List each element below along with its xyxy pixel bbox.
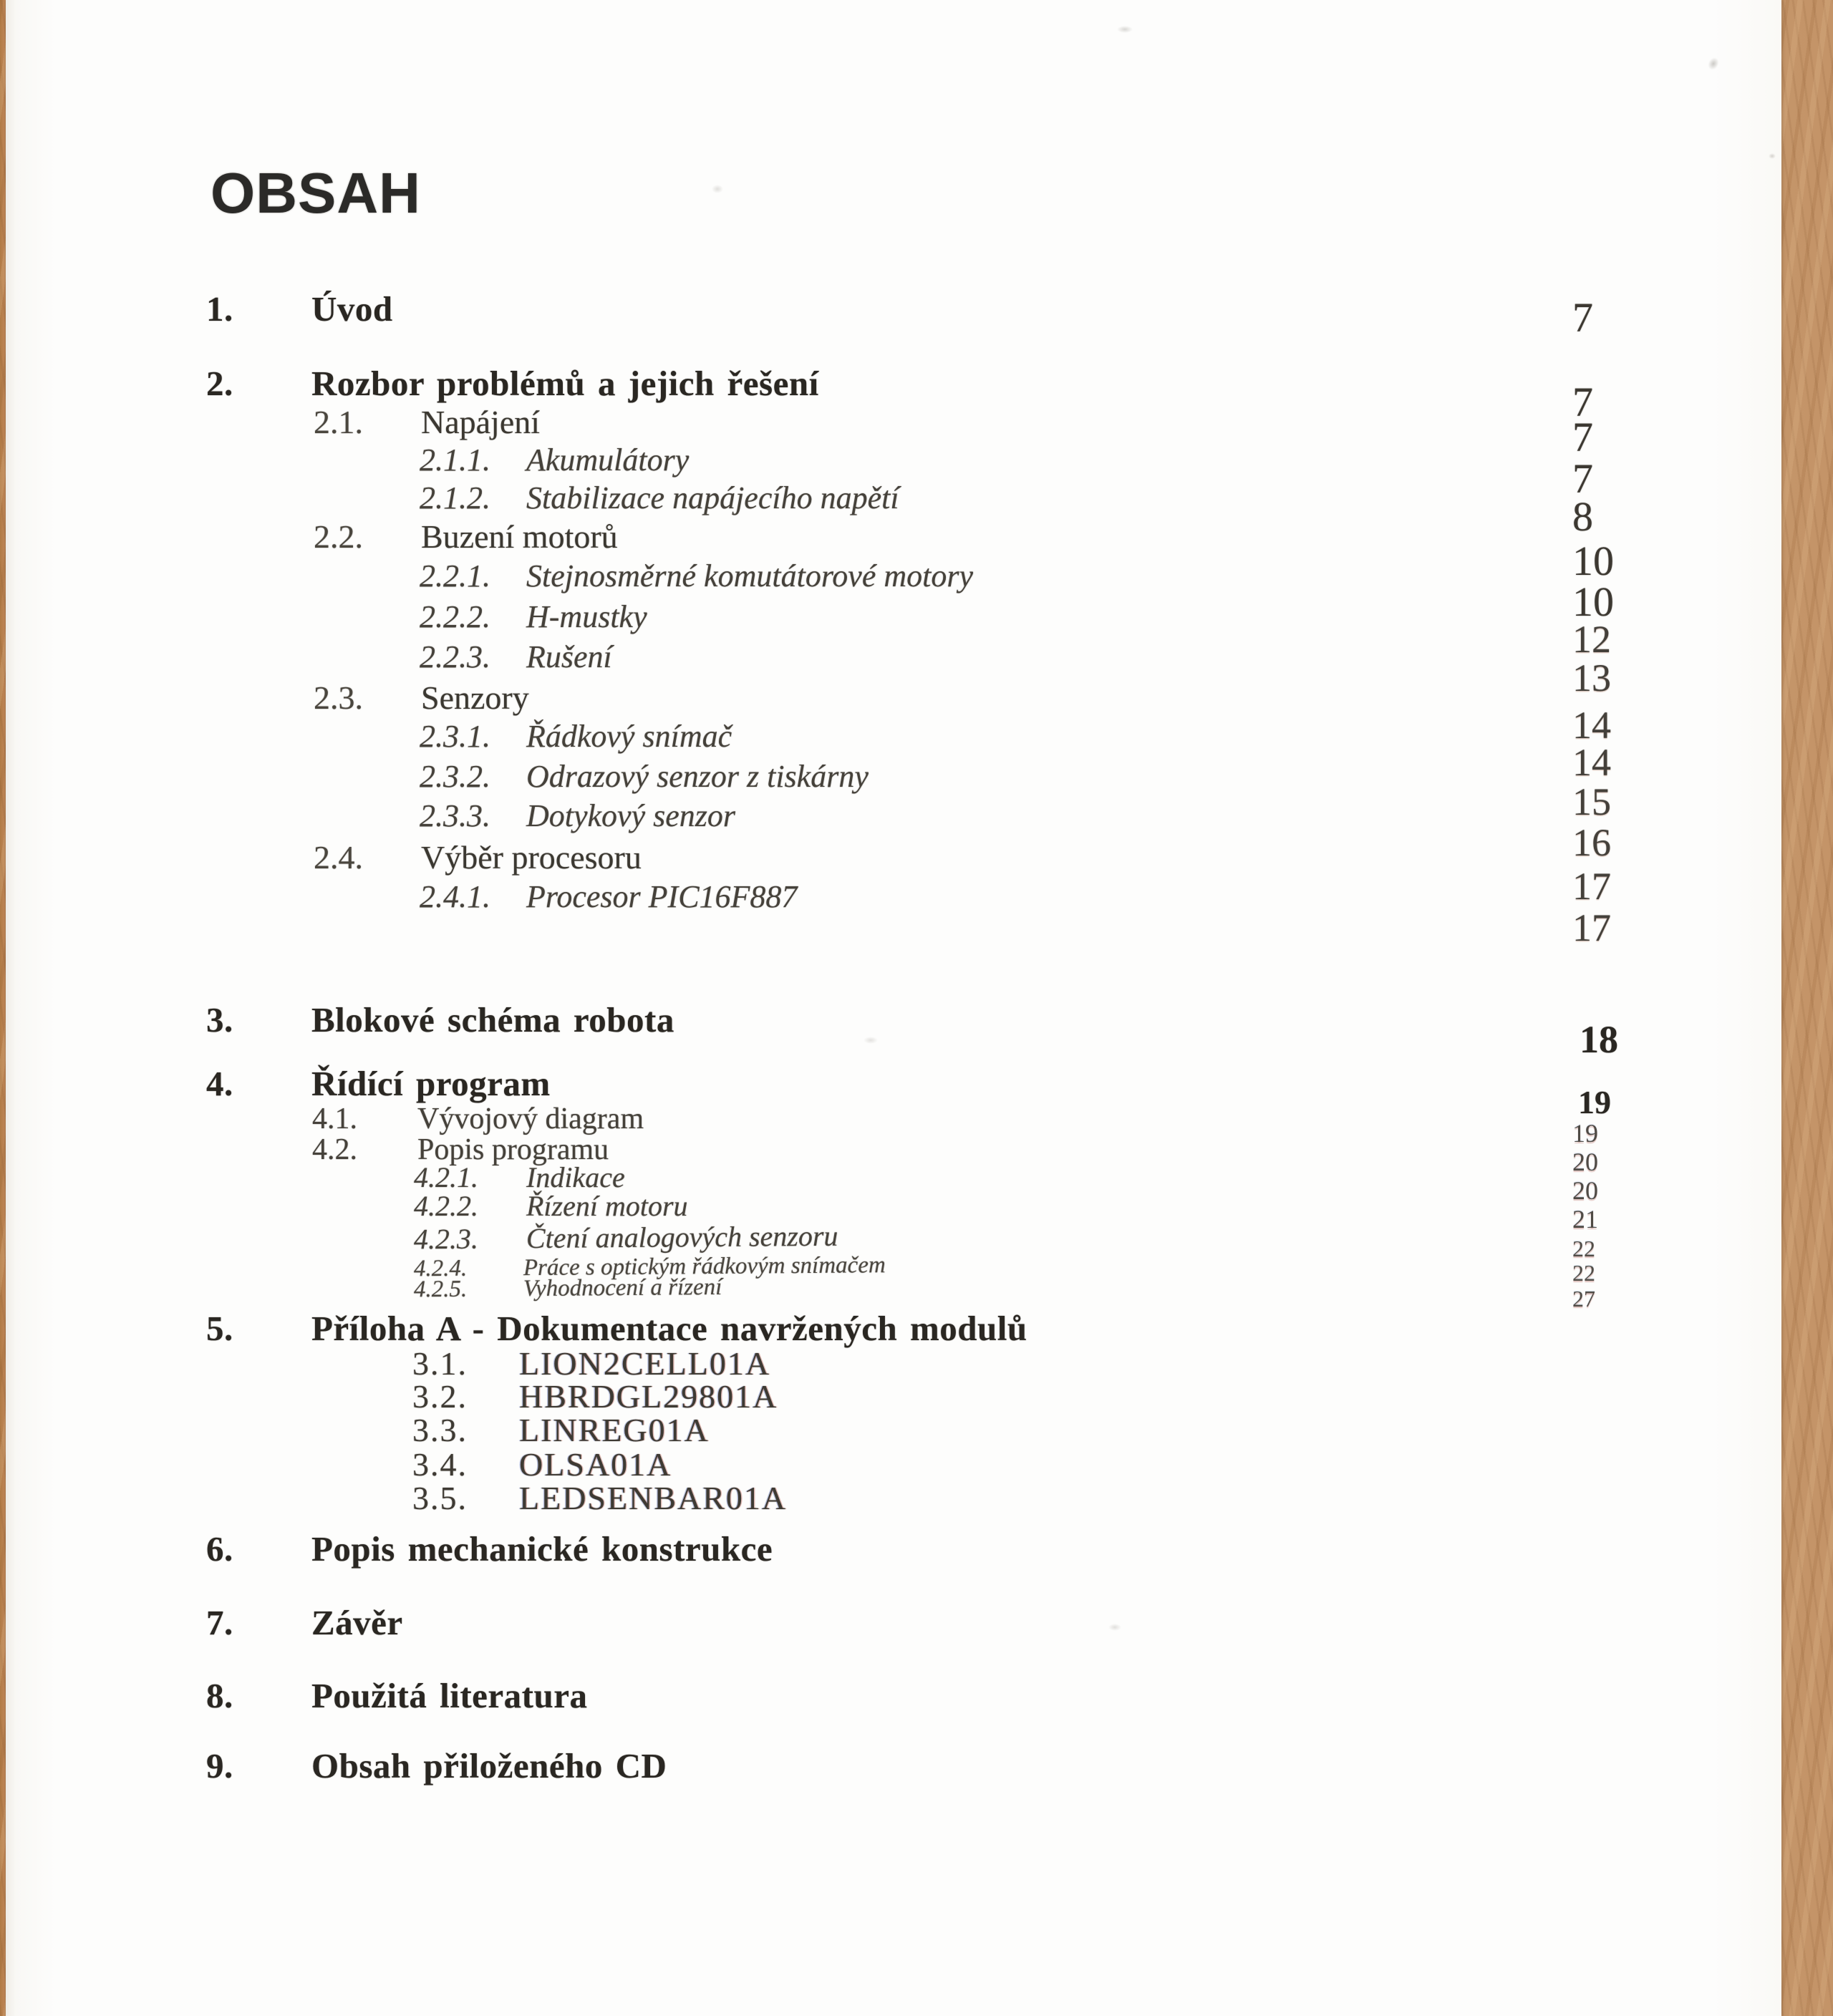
document-page [6, 0, 1781, 2016]
toc-entry [6, 759, 1781, 802]
page-number: 14 [1572, 704, 1611, 747]
entry-label: Obsah přiloženého CD [311, 1746, 667, 1785]
entry-number: 2.4. [314, 839, 363, 876]
page-number: 20 [1572, 1176, 1598, 1205]
page-number: 22 [1572, 1260, 1595, 1286]
entry-number: 4.2.4. [413, 1255, 468, 1282]
entry-number: 6. [206, 1529, 233, 1569]
toc-entry [6, 364, 1781, 407]
entry-number: 1. [206, 289, 233, 329]
entry-number: 4.2.1. [414, 1161, 478, 1193]
page-number: 19 [1578, 1084, 1611, 1120]
entry-label: LEDSENBAR01A [519, 1480, 788, 1516]
entry-number: 2.1.1. [420, 442, 490, 478]
toc-entry [6, 839, 1781, 882]
entry-label: LION2CELL01A [519, 1345, 771, 1382]
entry-number: 3.2. [412, 1378, 468, 1415]
toc-entry [6, 1603, 1781, 1646]
entry-label: Akumulátory [526, 442, 690, 478]
toc-entry [6, 1480, 1781, 1523]
entry-label: Napájení [421, 404, 541, 440]
entry-label: Popis programu [417, 1133, 609, 1166]
entry-number: 2. [206, 364, 233, 403]
toc-entry [6, 679, 1781, 722]
entry-label: Vývojový diagram [417, 1102, 644, 1135]
entry-number: 8. [206, 1676, 233, 1715]
entry-label: Dotykový senzor [526, 798, 736, 833]
entry-label: Vyhodnocení a řízení [523, 1274, 722, 1302]
toc-entry [6, 558, 1781, 601]
entry-label: Buzení motorů [421, 518, 618, 555]
toc-entry [6, 639, 1781, 682]
entry-number: 2.3.3. [420, 798, 490, 833]
entry-number: 3.3. [412, 1412, 468, 1448]
entry-number: 2.3. [314, 679, 363, 716]
entry-label: Rušení [526, 639, 612, 674]
entry-number: 4.2.3. [413, 1222, 479, 1256]
page-number: 12 [1572, 618, 1611, 661]
toc-entry [6, 798, 1781, 841]
entry-number: 3.4. [412, 1446, 468, 1483]
scan-smudge [1769, 153, 1776, 159]
entry-number: 2.1. [314, 404, 363, 440]
scan-smudge [1117, 26, 1133, 33]
page-number: 13 [1572, 656, 1611, 699]
toc-entry [6, 404, 1781, 447]
toc-entry [6, 1676, 1781, 1719]
page-number: 7 [1572, 379, 1593, 425]
toc-entry [6, 719, 1781, 762]
toc-entry [6, 518, 1781, 561]
entry-number: 4.2. [312, 1133, 357, 1166]
entry-label: Řídící program [311, 1064, 551, 1103]
entry-label: Řádkový snímač [526, 719, 732, 754]
entry-number: 4. [206, 1064, 233, 1103]
entry-number: 2.3.2. [420, 759, 490, 794]
page-number: 7 [1572, 455, 1593, 502]
toc-entry [6, 289, 1781, 332]
entry-number: 2.2.2. [420, 599, 490, 634]
entry-label: Odrazový senzor z tiskárny [526, 759, 869, 794]
entry-number: 3. [206, 1000, 233, 1040]
entry-number: 2.1.2. [420, 480, 490, 515]
page-number: 15 [1572, 780, 1611, 823]
page-number: 27 [1572, 1286, 1595, 1312]
entry-number: 4.1. [312, 1102, 357, 1135]
entry-label: H-mustky [526, 599, 647, 634]
entry-label: Procesor PIC16F887 [526, 879, 798, 914]
entry-number: 5. [206, 1309, 233, 1348]
entry-number: 3.1. [412, 1345, 468, 1382]
page-number: 7 [1572, 294, 1593, 341]
entry-number: 2.3.1. [420, 719, 490, 754]
toc-entry [6, 1000, 1781, 1043]
toc-entry [6, 879, 1781, 922]
entry-number: 2.4.1. [420, 879, 490, 914]
toc-entry [6, 442, 1781, 485]
entry-number: 4.2.2. [414, 1190, 478, 1222]
entry-label: Řízení motoru [526, 1190, 688, 1222]
page-number: 17 [1572, 865, 1611, 908]
entry-label: Stabilizace napájecího napětí [526, 480, 899, 515]
entry-label: Závěr [311, 1603, 403, 1642]
page-number: 10 [1572, 578, 1614, 625]
page-number: 20 [1572, 1148, 1598, 1176]
toc-entry [6, 1064, 1781, 1107]
entry-label: Úvod [311, 289, 393, 329]
scan-smudge [712, 185, 723, 193]
page-number: 10 [1572, 538, 1614, 584]
entry-label: OLSA01A [519, 1446, 672, 1483]
entry-label: LINREG01A [519, 1412, 710, 1448]
entry-label: Použitá literatura [311, 1676, 588, 1715]
entry-number: 2.2.3. [420, 639, 490, 674]
page-title: OBSAH [211, 160, 421, 225]
entry-label: Popis mechanické konstrukce [311, 1529, 773, 1569]
entry-number: 7. [206, 1603, 233, 1642]
entry-label: Práce s optickým řádkovým snímačem [523, 1252, 886, 1281]
toc-entry [6, 1529, 1781, 1572]
entry-label: Výběr procesoru [421, 839, 642, 876]
page-number: 22 [1572, 1236, 1595, 1261]
entry-label: Stejnosměrné komutátorové motory [526, 558, 974, 593]
page-number: 7 [1572, 414, 1593, 460]
page-number: 21 [1572, 1205, 1598, 1234]
entry-number: 2.2.1. [420, 558, 490, 593]
page-number: 18 [1580, 1018, 1618, 1061]
entry-number: 4.2.5. [413, 1276, 468, 1303]
entry-number: 2.2. [314, 518, 363, 555]
entry-label: Blokové schéma robota [311, 1000, 674, 1040]
page-number: 19 [1572, 1119, 1598, 1148]
entry-label: Indikace [526, 1161, 625, 1193]
toc-entry [6, 599, 1781, 642]
entry-label: Rozbor problémů a jejich řešení [311, 364, 819, 403]
page-number: 16 [1572, 821, 1611, 864]
page-number: 17 [1572, 906, 1611, 949]
entry-label: Příloha A - Dokumentace navržených modulů [311, 1309, 1027, 1348]
entry-label: HBRDGL29801A [519, 1378, 778, 1415]
scan-smudge [1706, 56, 1721, 72]
page-number: 14 [1572, 741, 1611, 784]
toc-entry [6, 1746, 1781, 1789]
entry-label: Senzory [421, 679, 529, 716]
toc-entry [6, 480, 1781, 523]
entry-number: 9. [206, 1746, 233, 1785]
entry-label: Čtení analogových senzoru [526, 1219, 838, 1255]
page-number: 8 [1572, 493, 1593, 540]
entry-number: 3.5. [412, 1480, 468, 1516]
